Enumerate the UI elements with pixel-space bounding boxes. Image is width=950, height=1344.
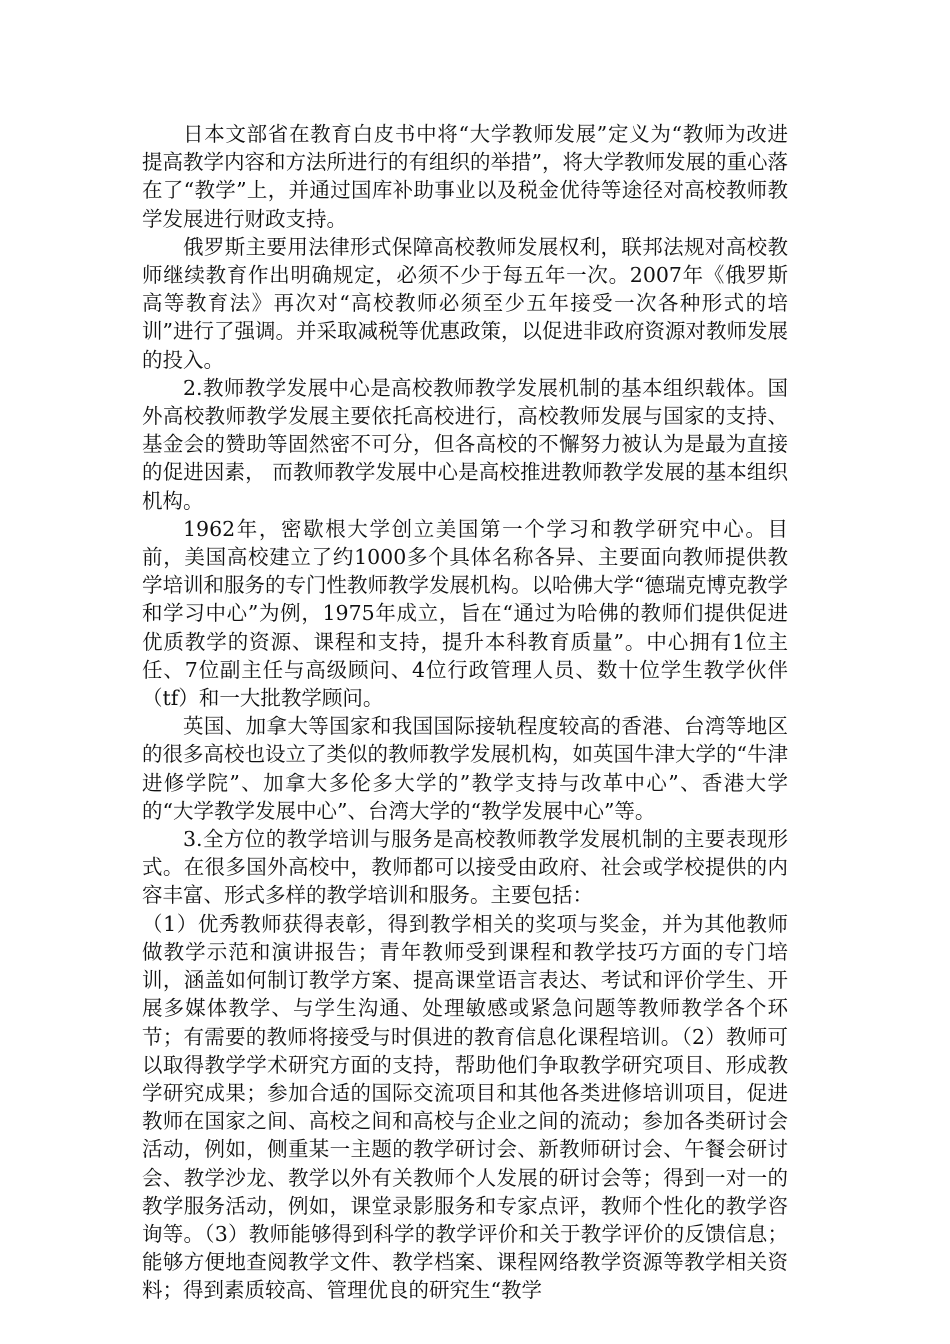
paragraph-russia: 俄罗斯主要用法律形式保障高校教师发展权利，联邦法规对高校教师继续教育作出明确规定，必须不少于每五年一次。2007年《俄罗斯高等教育法》再次对“高校教师必须至少五年接受一次各种形式的培训”进行了强调。并采取减税等优惠政策，以促进非政府资源对教师发展的投入。 [142,234,788,372]
paragraph-japan: 日本文部省在教育白皮书中将“大学教师发展”定义为“教师为改进提高教学内容和方法所进行的有组织的举措”，将大学教师发展的重心落在了“教学”上，并通过国库补助事业以及税金优待等途径对高校教师教学发展进行财政支持。 [142,122,788,231]
paragraph-us-centers: 1962年，密歇根大学创立美国第一个学习和教学研究中心。目前，美国高校建立了约1000多个具体名称各异、主要面向教师提供教学培训和服务的专门性教师教学发展机构。以哈佛大学“德瑞克博克教学和学习中心”为例，1975年成立，旨在“通过为哈佛的教师们提供促进优质教学的资源、课程和支持，提升本科教育质量”。中心拥有1位主任、7位副主任与高级顾问、4位行政管理人员、数十位学生教学伙伴（tf）和一大批教学顾问。 [142,516,788,711]
document-page [142,120,788,1305]
paragraph-training-intro: 3.全方位的教学培训与服务是高校教师教学发展机制的主要表现形式。在很多国外高校中，教师都可以接受由政府、社会或学校提供的内容丰富、形式多样的教学培训和服务。主要包括： [142,827,788,908]
paragraph-center-overview: 2.教师教学发展中心是高校教师教学发展机制的基本组织载体。国外高校教师教学发展主要依托高校进行，高校教师发展与国家的支持、基金会的赞助等固然密不可分，但各高校的不懈努力被认为是最为直接的促进因素， 而教师教学发展中心是高校推进教师教学发展的基本组织机构。 [142,375,788,513]
paragraph-training-list: （1）优秀教师获得表彰，得到教学相关的奖项与奖金，并为其他教师做教学示范和演讲报告；青年教师受到课程和教学技巧方面的专门培训，涵盖如何制订教学方案、提高课堂语言表达、考试和评价学生、开展多媒体教学、与学生沟通、处理敏感或紧急问题等教师教学各个环节；有需要的教师将接受与时俱进的教育信息化课程培训。（2）教师可以取得教学学术研究方面的支持，帮助他们争取教学研究项目、形成教学研究成果；参加合适的国际交流项目和其他各类进修培训项目，促进教师在国家之间、高校之间和高校与企业之间的流动；参加各类研讨会活动，例如，侧重某一主题的教学研讨会、新教师研讨会、午餐会研讨会、教学沙龙、教学以外有关教师个人发展的研讨会等；得到一对一的教学服务活动，例如，课堂录影服务和专家点评，教师个性化的教学咨询等。（3）教师能够得到科学的教学评价和关于教学评价的反馈信息；能够方便地查阅教学文件、教学档案、课程网络教学资源等教学相关资料；得到素质较高、管理优良的研究生“教学 [142,911,788,1303]
paragraph-other-regions: 英国、加拿大等国家和我国国际接轨程度较高的香港、台湾等地区的很多高校也设立了类似的教师教学发展机构，如英国牛津大学的“牛津进修学院”、加拿大多伦多大学的”教学支持与改革中心”、香港大学的“大学教学发展中心”、台湾大学的“教学发展中心”等。 [142,714,788,823]
